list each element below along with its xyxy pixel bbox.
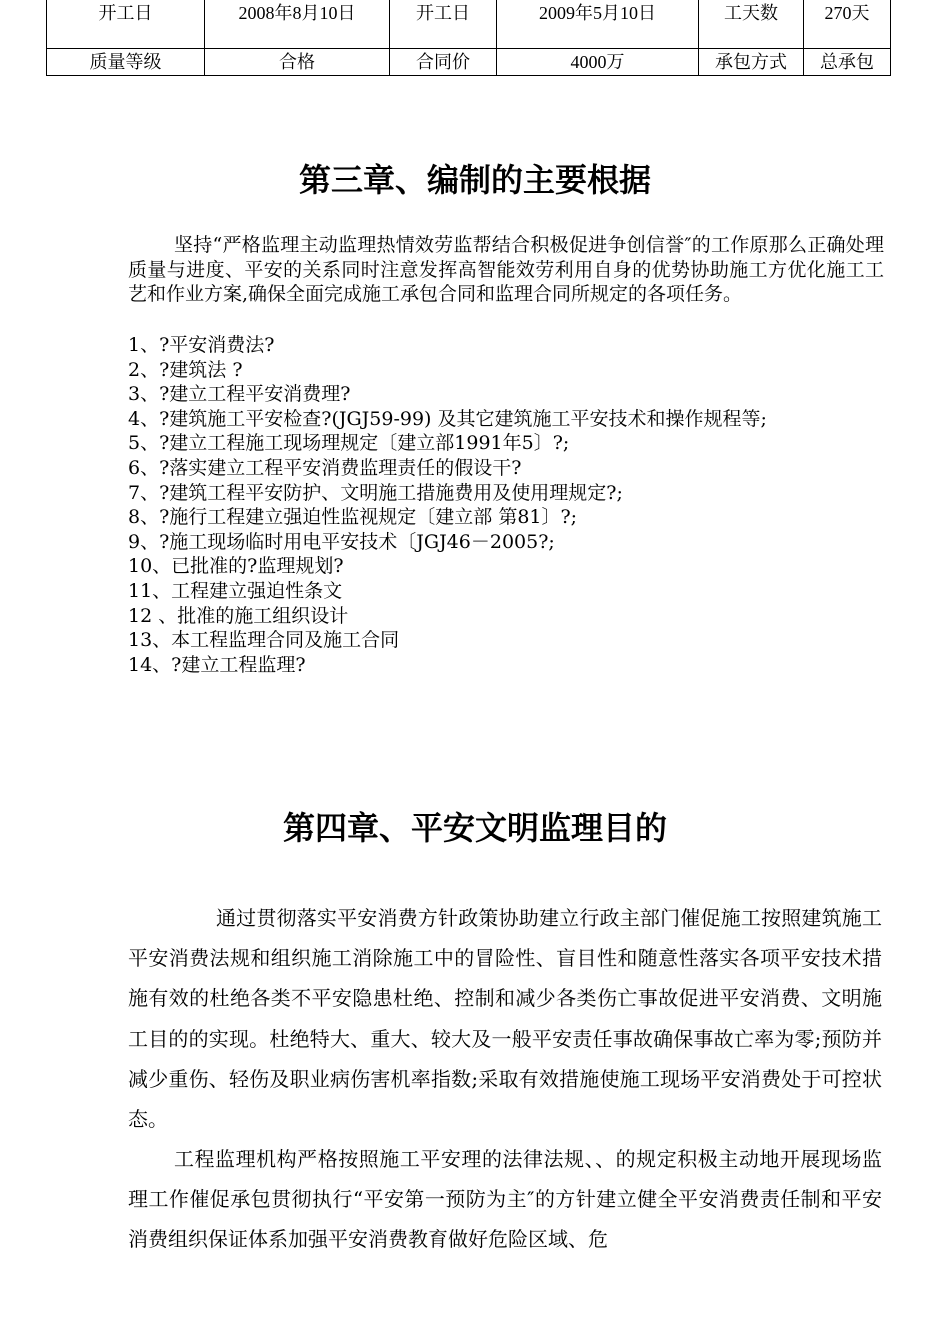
table-cell: 开工日 — [390, 0, 497, 49]
list-item: 3、?建立工程平安消费理? — [128, 383, 351, 406]
table-cell: 工天数 — [699, 0, 804, 49]
table-cell: 合格 — [205, 49, 390, 76]
chapter4-paragraph: 通过贯彻落实平安消费方针政策协助建立行政主部门催促施工按照建筑施工平安消费法规和组织施工消除施工中的冒险性、盲目性和随意性落实各项平安技术措施有效的杜绝各类不平安隐患杜绝、控制和减少各类伤亡事故促进平安消费、文明施工目的的实现。杜绝特大、重大、较大及一般平安责任事故确保事故亡率为零;预防并减少重伤、轻伤及职业病伤害机率指数;采取有效措施使施工现场平安消费处于可控状态。 — [128, 906, 882, 1132]
list-item: 11、工程建立强迫性条文 — [128, 579, 343, 602]
list-item: 1、?平安消费法? — [128, 334, 275, 356]
table-row — [47, 49, 891, 76]
reference-list — [128, 333, 908, 677]
table-cell: 270天 — [804, 0, 891, 49]
list-item: 14、?建立工程监理? — [128, 653, 306, 676]
table-cell: 开工日 — [47, 0, 205, 49]
table-row — [47, 0, 891, 49]
list-item: 2、?建筑法 ? — [128, 358, 243, 381]
project-info-table — [46, 0, 891, 76]
table-cell: 2008年8月10日 — [205, 0, 390, 49]
table-cell: 承包方式 — [699, 49, 804, 76]
chapter4-paragraph: 工程监理机构严格按照施工平安理的法律法规、、的规定积极主动地开展现场监理工作催促承包贯彻执行“平安第一预防为主″的方针建立健全平安消费责任制和平安消费组织保证体系加强平安消费教育做好危险区域、危 — [128, 1147, 882, 1252]
list-item: 8、?施行工程建立强迫性监视规定〔建立部 第81〕?; — [128, 506, 578, 529]
table-cell: 2009年5月10日 — [497, 0, 699, 49]
table-cell: 4000万 — [497, 49, 699, 76]
list-item: 5、?建立工程施工现场理规定〔建立部1991年5〕?; — [128, 432, 570, 455]
list-item: 12 、批准的施工组织设计 — [128, 604, 349, 627]
table-cell: 质量等级 — [47, 49, 205, 76]
list-item: 13、本工程监理合同及施工合同 — [128, 629, 400, 652]
chapter4-title: 第四章、平安文明监理目的 — [282, 809, 667, 847]
list-item: 7、?建筑工程平安防护、文明施工措施费用及使用理规定?; — [128, 481, 623, 504]
chapter3-intro: 坚持“严格监理主动监理热情效劳监帮结合积极促进争创信誉″的工作原那么正确处理质量与进度、平安的关系同时注意发挥高智能效劳利用自身的优势协助施工方优化施工工艺和作业方案,确保全面完成施工承包合同和监理合同所规定的各项任务。 — [128, 234, 884, 305]
list-item: 10、已批准的?监理规划? — [128, 555, 344, 578]
list-item: 6、?落实建立工程平安消费监理责任的假设干? — [128, 456, 522, 479]
list-item: 4、?建筑施工平安检查?(JGJ59-99) 及其它建筑施工平安技术和操作规程等; — [128, 407, 767, 430]
table-cell: 总承包 — [804, 49, 891, 76]
table-cell: 合同价 — [390, 49, 497, 76]
list-item: 9、?施工现场临时用电平安技术〔JGJ46－2005?; — [128, 530, 555, 553]
chapter3-title: 第三章、编制的主要根据 — [298, 161, 651, 199]
